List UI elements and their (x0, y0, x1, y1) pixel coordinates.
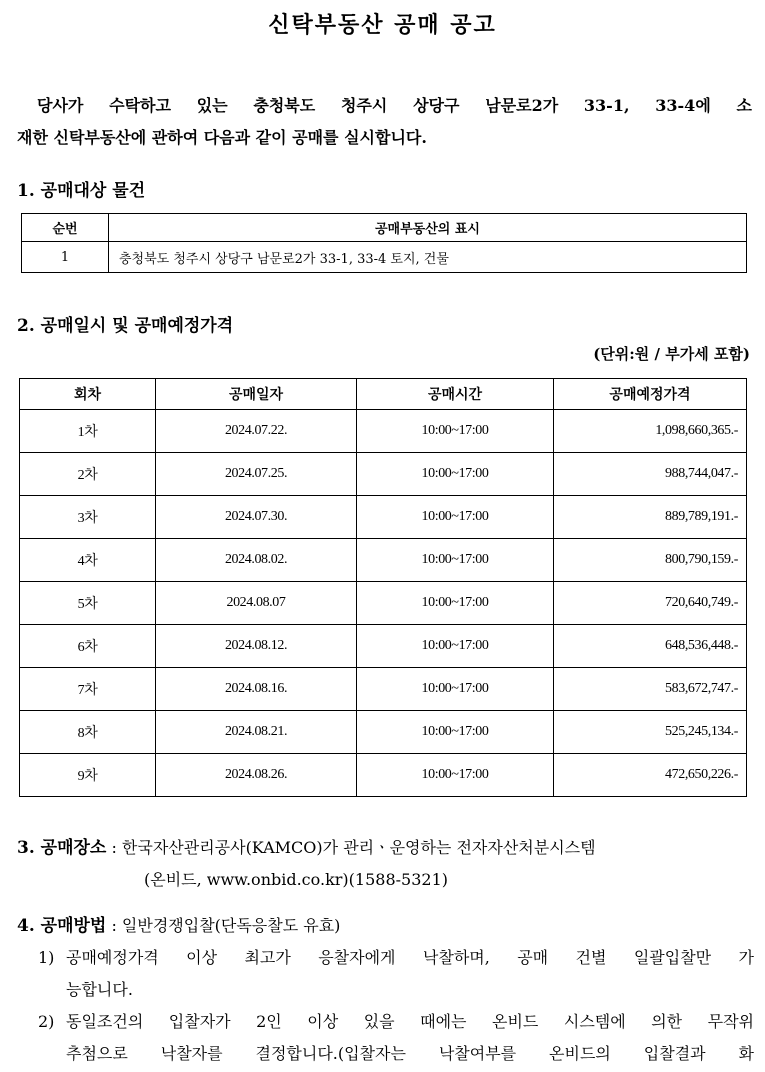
table-row (20, 582, 747, 625)
list-item-line-2: 능합니다. (66, 980, 133, 999)
table-header-row (20, 379, 747, 410)
section-4 (17, 910, 757, 942)
schedule-table (19, 378, 747, 797)
section-3-sep: : (106, 838, 122, 857)
cell-price: 525,245,134.- (554, 711, 747, 754)
list-item (38, 942, 754, 1006)
table-header-row (22, 214, 747, 242)
list-item-line-1: 공매예정가격 이상 최고가 응찰자에게 낙찰하며, 공매 건별 일괄입찰만 가 (66, 948, 754, 967)
section-1-heading: 1. 공매대상 물건 (17, 181, 146, 201)
cell-round: 7차 (20, 668, 156, 711)
header-time: 공매시간 (357, 379, 554, 410)
cell-time: 10:00~17:00 (357, 754, 554, 797)
cell-time: 10:00~17:00 (357, 410, 554, 453)
cell-date: 2024.08.12. (156, 625, 357, 668)
section-3-line-1: 한국자산관리공사(KAMCO)가 관리ㆍ운영하는 전자자산처분시스템 (121, 838, 596, 857)
cell-round: 8차 (20, 711, 156, 754)
intro-paragraph (17, 90, 752, 154)
cell-price: 988,744,047.- (554, 453, 747, 496)
row-no: 1 (22, 242, 109, 273)
table-row (20, 668, 747, 711)
header-no: 순번 (22, 214, 109, 242)
unit-note: (단위:원 / 부가세 포함) (593, 345, 750, 363)
section-4-heading: 4. 공매방법 (17, 916, 107, 936)
cell-round: 5차 (20, 582, 156, 625)
intro-line-1: 당사가 수탁하고 있는 충청북도 청주시 상당구 남문로2가 33-1, 33-4에 소 (37, 96, 752, 115)
table-row (20, 754, 747, 797)
table-row (20, 410, 747, 453)
cell-date: 2024.08.07 (156, 582, 357, 625)
table-row (22, 242, 747, 273)
section-4-text: 일반경쟁입찰(단독응찰도 유효) (121, 916, 341, 935)
list-item-line-1: 동일조건의 입찰자가 2인 이상 있을 때에는 온비드 시스템에 의한 무작위 (66, 1012, 754, 1031)
cell-price: 720,640,749.- (554, 582, 747, 625)
cell-price: 648,536,448.- (554, 625, 747, 668)
section-3-heading: 3. 공매장소 (17, 838, 107, 858)
cell-date: 2024.08.02. (156, 539, 357, 582)
cell-time: 10:00~17:00 (357, 625, 554, 668)
intro-line-2: 재한 신탁부동산에 관하여 다음과 같이 공매를 실시합니다. (17, 128, 427, 147)
section-2-heading: 2. 공매일시 및 공매예정가격 (17, 316, 234, 336)
table-row (20, 496, 747, 539)
cell-round: 1차 (20, 410, 156, 453)
list-item-line-2: 추첨으로 낙찰자를 결정합니다.(입찰자는 낙찰여부를 온비드의 입찰결과 화 (66, 1044, 754, 1063)
section-4-sep: : (106, 916, 122, 935)
list-item-number: 1) (38, 948, 55, 967)
cell-price: 472,650,226.- (554, 754, 747, 797)
table-row (20, 625, 747, 668)
cell-time: 10:00~17:00 (357, 453, 554, 496)
cell-date: 2024.08.16. (156, 668, 357, 711)
cell-round: 6차 (20, 625, 156, 668)
cell-price: 583,672,747.- (554, 668, 747, 711)
cell-date: 2024.07.25. (156, 453, 357, 496)
cell-time: 10:00~17:00 (357, 711, 554, 754)
header-date: 공매일자 (156, 379, 357, 410)
property-table (21, 213, 747, 273)
list-item-number: 2) (38, 1012, 55, 1031)
section-3-line-2: (온비드, www.onbid.co.kr)(1588-5321) (144, 870, 448, 889)
cell-date: 2024.07.22. (156, 410, 357, 453)
cell-time: 10:00~17:00 (357, 496, 554, 539)
cell-time: 10:00~17:00 (357, 539, 554, 582)
cell-round: 3차 (20, 496, 156, 539)
header-round: 회차 (20, 379, 156, 410)
cell-round: 9차 (20, 754, 156, 797)
header-desc: 공매부동산의 표시 (109, 214, 747, 242)
cell-time: 10:00~17:00 (357, 582, 554, 625)
cell-price: 1,098,660,365.- (554, 410, 747, 453)
table-row (20, 711, 747, 754)
page-title: 신탁부동산 공매 공고 (268, 12, 497, 38)
list-item (38, 1006, 754, 1070)
table-row (20, 539, 747, 582)
row-desc: 충청북도 청주시 상당구 남문로2가 33-1, 33-4 토지, 건물 (109, 242, 747, 273)
cell-time: 10:00~17:00 (357, 668, 554, 711)
section-3 (17, 832, 757, 896)
table-row (20, 453, 747, 496)
cell-price: 889,789,191.- (554, 496, 747, 539)
cell-date: 2024.07.30. (156, 496, 357, 539)
cell-round: 2차 (20, 453, 156, 496)
cell-round: 4차 (20, 539, 156, 582)
cell-date: 2024.08.26. (156, 754, 357, 797)
cell-date: 2024.08.21. (156, 711, 357, 754)
header-price: 공매예정가격 (554, 379, 747, 410)
cell-price: 800,790,159.- (554, 539, 747, 582)
